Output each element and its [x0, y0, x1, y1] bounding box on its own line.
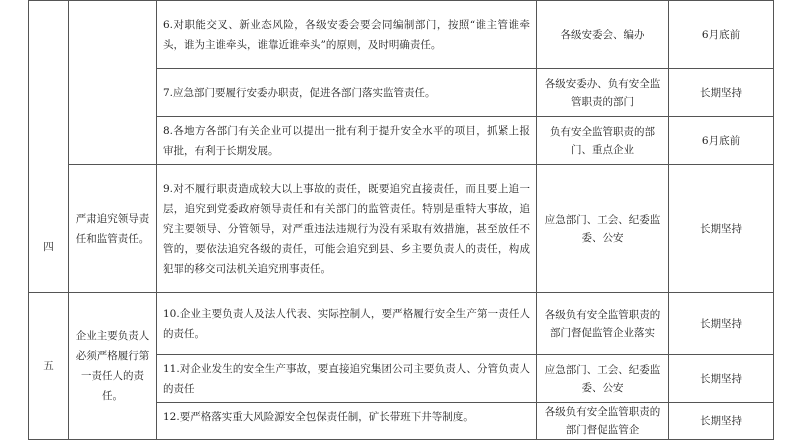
dept-cell	[537, 69, 669, 117]
task-cell	[157, 293, 537, 355]
deadline-text: 6月底前	[701, 28, 741, 41]
category-text: 严肃追究领导责任和监管责任。	[75, 212, 150, 245]
task-text: 11.对企业发生的安全生产事故，要直接追究集团公司主要负责人、分管负责人的责任	[163, 362, 530, 395]
task-text: 9.对不履行职责造成较大以上事故的责任，既要追究直接责任，而且要上追一层，追究到党委政府领导责任和有关部门的监管责任。特别是重特大事故，追究主要领导、分管领导，对严重违法违规行为没有采取有效措施，甚至放任不管的，要依法追究各级的责任，可能会追究到县、乡主要负责人的责任，构成犯罪的移交司法机关追究刑事责任。	[163, 182, 530, 275]
deadline-cell	[669, 355, 774, 403]
deadline-text: 长期坚持	[700, 86, 742, 99]
task-text: 7.应急部门要履行安委办职责，促进各部门落实监管责任。	[163, 86, 436, 99]
deadline-cell	[669, 69, 774, 117]
task-text: 6.对职能交叉、新业态风险，各级安委会要会同编制部门，按照“谁主管谁牵头，谁为主谁牵头，谁靠近谁牵头”的原则，及时明确责任。	[163, 18, 530, 51]
task-text: 10.企业主要负责人及法人代表、实际控制人，要严格履行安全生产第一责任人的责任。	[163, 307, 530, 340]
dept-text: 应急部门、工会、纪委监委、公安	[544, 213, 661, 244]
task-cell	[157, 117, 537, 165]
section-number-cell	[29, 1, 69, 293]
category-cell	[69, 165, 157, 293]
deadline-cell	[669, 165, 774, 293]
category-cell-empty	[69, 1, 157, 165]
deadline-text: 长期坚持	[700, 317, 742, 330]
table-row	[29, 293, 774, 355]
responsibility-table	[28, 0, 774, 440]
table-row	[29, 165, 774, 293]
dept-text: 负有安全监管职责的部门、重点企业	[550, 125, 655, 156]
deadline-cell	[669, 293, 774, 355]
dept-cell	[537, 117, 669, 165]
deadline-text: 长期坚持	[700, 372, 742, 385]
dept-cell	[537, 355, 669, 403]
task-text: 12.要严格落实重大风险源安全包保责任制，矿长带班下井等制度。	[163, 411, 474, 423]
task-cell	[157, 165, 537, 293]
section-number-cell	[29, 293, 69, 440]
dept-text: 各级负有安全监管职责的部门督促监管企业落实	[544, 308, 661, 339]
table-row	[29, 1, 774, 69]
category-text: 企业主要负责人必须严格履行第一责任人的责任。	[75, 330, 150, 402]
dept-cell	[537, 1, 669, 69]
task-cell	[157, 355, 537, 403]
deadline-text: 长期坚持	[700, 222, 742, 235]
dept-text: 各级安委会、编办	[560, 28, 645, 41]
dept-text: 应急部门、工会、纪委监委、公安	[544, 363, 661, 394]
deadline-text: 6月底前	[701, 134, 741, 147]
task-cell	[157, 69, 537, 117]
section-number: 四	[43, 240, 54, 253]
task-text: 8.各地方各部门有关企业可以提出一批有利于提升安全水平的项目，抓紧上报审批，有利于长期发展。	[163, 124, 530, 157]
task-cell	[157, 1, 537, 69]
dept-cell	[537, 165, 669, 293]
dept-text: 各级负有安全监管职责的部门督促监管企	[544, 406, 661, 436]
deadline-cell	[669, 1, 774, 69]
dept-text: 各级安委办、负有安全监管职责的部门	[544, 77, 661, 108]
category-cell	[69, 293, 157, 440]
deadline-text: 长期坚持	[700, 415, 742, 427]
deadline-cell	[669, 117, 774, 165]
dept-cell	[537, 293, 669, 355]
section-number: 五	[43, 360, 54, 372]
